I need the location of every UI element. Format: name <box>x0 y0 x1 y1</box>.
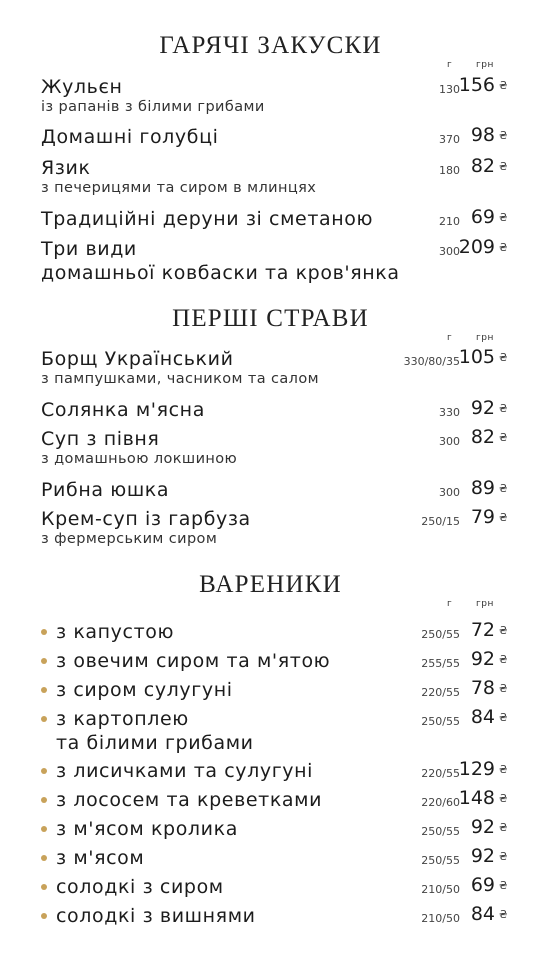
item-price: 84 <box>470 903 495 925</box>
item-description: з домашньою локшиною <box>41 451 238 467</box>
menu-item <box>0 74 541 115</box>
item-weight: 300 <box>439 486 460 499</box>
unit-weight-header: г <box>447 60 453 70</box>
item-name: Суп з півня <box>41 428 160 450</box>
item-description: з фермерським сиром <box>41 531 218 547</box>
menu-item <box>0 236 541 284</box>
item-name: солодкі з сиром <box>56 876 224 898</box>
item-weight: 250/55 <box>421 715 460 728</box>
item-name: Жульєн <box>41 76 123 98</box>
item-name: з капустою <box>56 621 175 643</box>
item-price: 156 <box>458 74 495 96</box>
item-price: 105 <box>458 346 495 368</box>
item-weight: 255/55 <box>421 657 460 670</box>
bullet-icon <box>41 797 47 803</box>
item-price: 72 <box>470 619 495 641</box>
item-price: 92 <box>470 845 495 867</box>
item-weight: 210/50 <box>421 883 460 896</box>
item-name: Рибна юшка <box>41 479 170 501</box>
unit-weight-header: г <box>447 599 453 609</box>
bullet-icon <box>41 884 47 890</box>
menu-item <box>0 426 541 467</box>
bullet-icon <box>41 855 47 861</box>
section-title-first-courses: ПЕРШІ СТРАВИ <box>172 305 369 332</box>
item-price: 129 <box>458 758 495 780</box>
currency-icon: ₴ <box>499 79 508 92</box>
unit-weight-header: г <box>447 333 453 343</box>
item-price: 98 <box>470 124 495 146</box>
menu-item <box>0 905 541 929</box>
menu-item <box>0 876 541 900</box>
menu-item <box>0 760 541 784</box>
currency-icon: ₴ <box>499 711 508 724</box>
unit-price-header: грн <box>476 333 494 343</box>
currency-icon: ₴ <box>499 624 508 637</box>
item-weight: 250/55 <box>421 854 460 867</box>
item-weight: 300 <box>439 435 460 448</box>
item-weight: 130 <box>439 83 460 96</box>
item-price: 69 <box>470 874 495 896</box>
item-price: 148 <box>458 787 495 809</box>
item-price: 92 <box>470 816 495 838</box>
item-weight: 250/55 <box>421 628 460 641</box>
item-weight: 300 <box>439 245 460 258</box>
item-name: з м'ясом кролика <box>56 818 238 840</box>
item-weight: 220/55 <box>421 686 460 699</box>
menu-item <box>0 155 541 196</box>
item-description: та білими грибами <box>56 732 254 754</box>
bullet-icon <box>41 629 47 635</box>
item-description: з пампушками, часником та салом <box>41 371 319 387</box>
item-price: 92 <box>470 648 495 670</box>
menu-item <box>0 126 541 150</box>
item-weight: 330/80/35 <box>403 355 460 368</box>
menu-item <box>0 789 541 813</box>
item-name: з лисичками та сулугуні <box>56 760 314 782</box>
item-name: Домашні голубці <box>41 126 219 148</box>
currency-icon: ₴ <box>499 402 508 415</box>
item-price: 92 <box>470 397 495 419</box>
bullet-icon <box>41 913 47 919</box>
currency-icon: ₴ <box>499 241 508 254</box>
bullet-icon <box>41 768 47 774</box>
item-name: Язик <box>41 157 91 179</box>
currency-icon: ₴ <box>499 879 508 892</box>
item-price: 78 <box>470 677 495 699</box>
currency-icon: ₴ <box>499 431 508 444</box>
item-name: Традиційні деруни зі сметаною <box>41 208 374 230</box>
item-price: 82 <box>470 426 495 448</box>
section-title-hot-appetizers: ГАРЯЧІ ЗАКУСКИ <box>159 32 382 59</box>
menu-item <box>0 621 541 645</box>
item-description: із рапанів з білими грибами <box>41 99 265 115</box>
item-weight: 330 <box>439 406 460 419</box>
menu-item <box>0 506 541 547</box>
menu-item <box>0 346 541 387</box>
menu-item <box>0 679 541 703</box>
currency-icon: ₴ <box>499 821 508 834</box>
item-name: Солянка м'ясна <box>41 399 205 421</box>
bullet-icon <box>41 658 47 664</box>
item-weight: 220/55 <box>421 767 460 780</box>
currency-icon: ₴ <box>499 351 508 364</box>
section-title-vareniki: ВАРЕНИКИ <box>199 571 342 598</box>
currency-icon: ₴ <box>499 211 508 224</box>
currency-icon: ₴ <box>499 763 508 776</box>
item-weight: 180 <box>439 164 460 177</box>
item-description: з печерицями та сиром в млинцях <box>41 180 317 196</box>
menu-item <box>0 208 541 232</box>
currency-icon: ₴ <box>499 908 508 921</box>
item-price: 209 <box>458 236 495 258</box>
menu-item <box>0 399 541 423</box>
item-weight: 370 <box>439 133 460 146</box>
item-name: з картоплею <box>56 708 189 730</box>
item-name: з сиром сулугуні <box>56 679 233 701</box>
item-name: Крем-суп із гарбуза <box>41 508 251 530</box>
currency-icon: ₴ <box>499 792 508 805</box>
item-weight: 220/60 <box>421 796 460 809</box>
item-price: 69 <box>470 206 495 228</box>
item-price: 82 <box>470 155 495 177</box>
item-price: 89 <box>470 477 495 499</box>
item-name: з м'ясом <box>56 847 145 869</box>
currency-icon: ₴ <box>499 129 508 142</box>
currency-icon: ₴ <box>499 511 508 524</box>
item-weight: 250/55 <box>421 825 460 838</box>
item-price: 84 <box>470 706 495 728</box>
menu-item <box>0 650 541 674</box>
currency-icon: ₴ <box>499 160 508 173</box>
item-name: Борщ Український <box>41 348 234 370</box>
menu-item <box>0 479 541 503</box>
item-name: з овечим сиром та м'ятою <box>56 650 331 672</box>
item-weight: 210 <box>439 215 460 228</box>
menu-item <box>0 706 541 754</box>
bullet-icon <box>41 687 47 693</box>
menu-item <box>0 818 541 842</box>
bullet-icon <box>41 716 47 722</box>
item-price: 79 <box>470 506 495 528</box>
item-name: з лососем та креветками <box>56 789 323 811</box>
menu-item <box>0 847 541 871</box>
currency-icon: ₴ <box>499 682 508 695</box>
unit-price-header: грн <box>476 60 494 70</box>
item-weight: 250/15 <box>421 515 460 528</box>
currency-icon: ₴ <box>499 850 508 863</box>
item-description: домашньої ковбаски та кров'янка <box>41 262 400 284</box>
item-name: Три види <box>41 238 137 260</box>
item-weight: 210/50 <box>421 912 460 925</box>
currency-icon: ₴ <box>499 653 508 666</box>
unit-price-header: грн <box>476 599 494 609</box>
item-name: солодкі з вишнями <box>56 905 256 927</box>
bullet-icon <box>41 826 47 832</box>
currency-icon: ₴ <box>499 482 508 495</box>
